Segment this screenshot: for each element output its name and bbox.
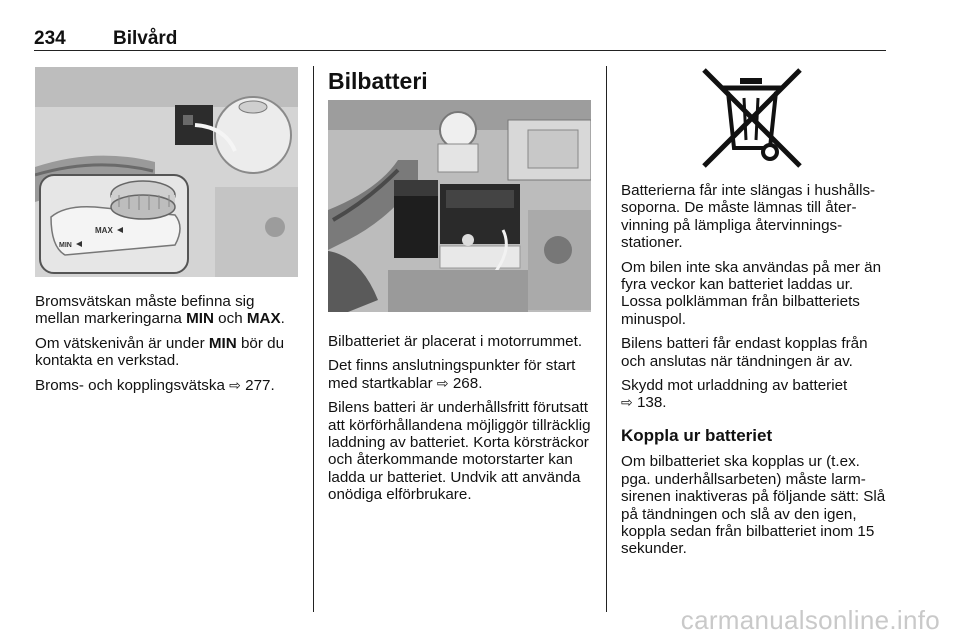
paragraph-contact-workshop <box>35 335 300 370</box>
column-divider-2 <box>606 66 607 612</box>
paragraph-alarm-deactivation: Om bilbatteriet ska kopplas ur (t.ex. pga. underhållsarbeten) måste larmsirenen inaktiveras på följande sätt: Slå på tändningen och slå av den igen, koppla sedan från bilbatteriet inom 15 sekunder. <box>621 453 886 558</box>
column-3-text <box>621 182 889 565</box>
page-header <box>34 28 886 50</box>
column-divider-1 <box>313 66 314 612</box>
column-2-text <box>328 333 593 511</box>
page-number: 234 <box>34 28 66 49</box>
header-rule <box>34 50 886 51</box>
text-run: bör du kontakta en verkstad. <box>35 334 285 370</box>
paragraph-battery-location: Bilbatteriet är placerat i motorrummet. <box>328 333 583 350</box>
disconnect-battery-heading: Koppla ur batteriet <box>621 425 773 445</box>
paragraph-fluid-reference <box>35 377 300 394</box>
page-reference-link[interactable]: 138. <box>636 394 667 412</box>
brake-fluid-reservoir-image <box>35 67 298 277</box>
text-run: Om vätskenivån är under <box>35 334 209 352</box>
text-run: Bromsvätskan måste befinna sig mellan markeringarna <box>35 293 255 328</box>
page-ref-arrow-icon: ⇨ <box>229 376 241 393</box>
text-run: Det finns anslutningspunkter för start med startkablar <box>328 357 576 392</box>
crossed-bin-icon <box>700 68 804 168</box>
paragraph-fluid-level <box>35 293 300 328</box>
min-keyword: MIN <box>208 334 237 352</box>
paragraph-disposal: Batterierna får inte slängas i hushållssoporna. De måste lämnas till återvinning på lämpliga återvinningsstationer. <box>621 182 876 252</box>
paragraph-jump-start <box>328 357 593 392</box>
paragraph-maintenance-free: Bilens batteri är underhållsfritt förutsatt att körförhållandena möjliggör tillräcklig laddning av batteriet. Korta körsträckor och återkommande motorstarter kan ladda ur batteriet. Undvik att använda onödiga elförbrukare. <box>328 399 591 504</box>
column-1-text <box>35 293 300 401</box>
paragraph-disconnect-ignition: Bilens batteri får endast kopplas från och anslutas när tändningen är av. <box>621 335 868 370</box>
page-reference-link[interactable]: 268. <box>452 374 483 392</box>
text-run: . <box>280 310 285 328</box>
max-keyword: MAX <box>246 310 281 328</box>
section-title: Bilvård <box>113 28 178 49</box>
text-run: Broms- och kopplingsvätska <box>35 376 230 394</box>
watermark: carmanualsonline.info <box>680 605 940 635</box>
text-run: och <box>213 310 247 328</box>
max-mark-label: MAX <box>95 226 113 235</box>
text-run: Skydd mot urladdning av batteriet <box>621 377 848 395</box>
page-ref-arrow-icon: ⇨ <box>621 394 633 411</box>
min-keyword: MIN <box>186 310 214 328</box>
battery-heading: Bilbatteri <box>328 68 428 94</box>
engine-bay-battery-image <box>328 100 591 312</box>
page-reference-link[interactable]: 277. <box>245 376 275 394</box>
paragraph-long-storage: Om bilen inte ska användas på mer än fyra veckor kan batteriet laddas ur. Lossa polklämman från bilbatteriets minuspol. <box>621 258 882 328</box>
min-mark-label: MIN <box>59 242 72 249</box>
paragraph-discharge-protection <box>621 377 889 412</box>
page-ref-arrow-icon: ⇨ <box>436 374 449 391</box>
